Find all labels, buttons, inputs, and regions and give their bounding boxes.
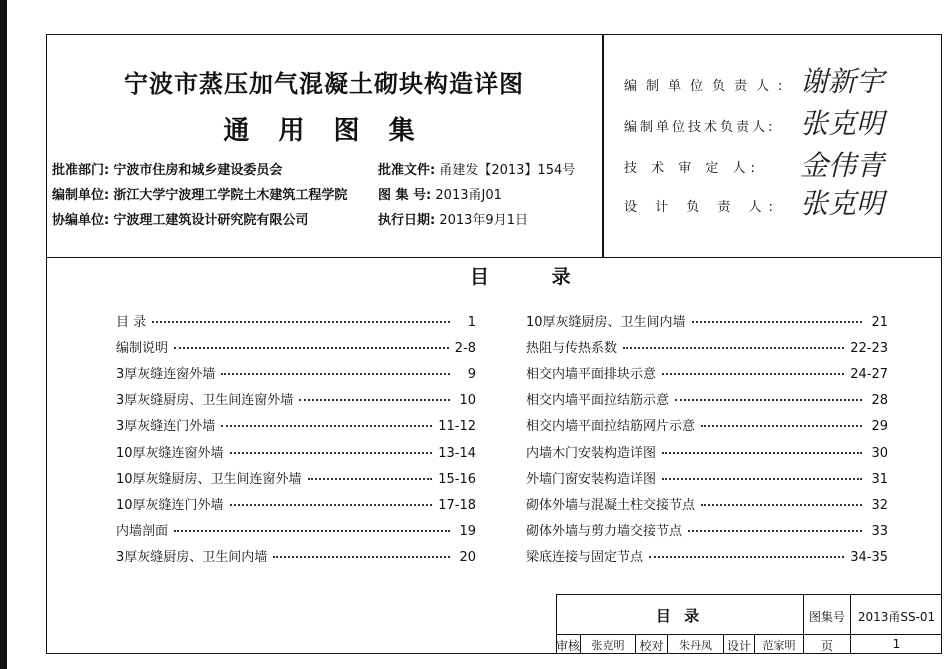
signature-design-head: 张克明 <box>800 187 885 220</box>
toc-title: 目 录 <box>470 266 599 288</box>
toc-entry-label: 10厚灰缝连门外墙 <box>116 497 224 513</box>
sig-label-design-head: 设 计 负 责 人: <box>624 200 780 215</box>
toc-entry-label: 10厚灰缝连窗外墙 <box>116 445 224 461</box>
toc-entry <box>526 311 888 329</box>
toc-entry-page: 30 <box>871 445 888 461</box>
toc-entry-leader <box>308 478 433 480</box>
toc-entry-leader <box>221 373 450 375</box>
toc-entry <box>526 363 888 381</box>
title-block-hline <box>556 634 942 635</box>
approval-doc: 批准文件: 甬建发【2013】154号 <box>378 163 576 178</box>
toc-entry-label: 内墙木门安装构造详图 <box>526 445 657 461</box>
toc-entry-page: 31 <box>871 471 888 487</box>
toc-entry-label: 相交内墙平面拉结筋网片示意 <box>526 419 696 435</box>
toc-entry-label: 相交内墙平面拉结筋示意 <box>526 393 670 409</box>
toc-entry <box>116 520 476 538</box>
toc-entry-page: 22-23 <box>850 341 888 357</box>
signature-tech-head: 张克明 <box>800 107 885 140</box>
toc-entry-leader <box>688 530 862 532</box>
signature-unit-head: 谢新宇 <box>800 65 885 98</box>
toc-entry-page: 9 <box>467 367 476 383</box>
binding-edge <box>0 0 7 669</box>
atlas-subtitle: 通 用 图 集 <box>223 116 425 146</box>
toc-entry-label: 目 录 <box>116 315 147 330</box>
effective-date: 执行日期: 2013年9月1日 <box>378 213 528 228</box>
toc-entry-page: 24-27 <box>850 367 888 383</box>
toc-entry <box>116 389 476 407</box>
toc-entry-page: 15-16 <box>438 471 476 487</box>
toc-entry-leader <box>662 373 844 375</box>
toc-entry <box>526 389 888 407</box>
approval-dept: 批准部门: 宁波市住房和城乡建设委员会 <box>52 163 283 178</box>
toc-entry-label: 外墙门窗安装构造详图 <box>526 471 657 487</box>
toc-entry-leader <box>701 504 862 506</box>
toc-entry-page: 33 <box>871 523 888 539</box>
compiler: 编制单位: 浙江大学宁波理工学院土木建筑工程学院 <box>52 188 348 203</box>
toc-entry-label: 10厚灰缝厨房、卫生间连窗外墙 <box>116 471 302 487</box>
toc-entry <box>526 546 888 564</box>
review-label: 审核 <box>556 639 581 653</box>
toc-entry <box>526 468 888 486</box>
toc-entry-leader <box>299 399 450 401</box>
toc-entry-page: 20 <box>459 549 476 565</box>
toc-entry <box>116 468 476 486</box>
toc-entry <box>526 494 888 512</box>
check-label: 校对 <box>639 639 664 653</box>
design-label: 设计 <box>726 639 751 653</box>
toc-entry <box>116 546 476 564</box>
toc-entry-label: 10厚灰缝厨房、卫生间内墙 <box>526 315 686 330</box>
toc-entry <box>116 415 476 433</box>
sig-label-tech-head: 编制单位技术负责人: <box>624 120 776 135</box>
page-label: 页 <box>820 639 833 653</box>
toc-entry <box>526 337 888 355</box>
toc-entry-leader <box>221 425 432 427</box>
atlas-number: 图 集 号: 2013甬J01 <box>378 188 502 203</box>
title-block-atlas-label: 图集号 <box>808 610 845 624</box>
toc-entry <box>526 442 888 460</box>
toc-entry-leader <box>623 347 844 349</box>
toc-entry <box>116 494 476 512</box>
toc-entry-label: 3厚灰缝厨房、卫生间内墙 <box>116 549 268 565</box>
co-compiler: 协编单位: 宁波理工建筑设计研究院有限公司 <box>52 213 309 228</box>
reviewer-name: 张克明 <box>591 639 625 652</box>
toc-entry-page: 32 <box>871 497 888 513</box>
toc-entry-label: 3厚灰缝连窗外墙 <box>116 367 216 383</box>
sig-label-tech-review: 技 术 审 定 人: <box>624 161 760 176</box>
toc-entry-label: 梁底连接与固定节点 <box>526 549 644 565</box>
toc-entry-label: 砌体外墙与剪力墙交接节点 <box>526 523 683 539</box>
page-number: 1 <box>892 637 901 651</box>
toc-entry-label: 相交内墙平面排块示意 <box>526 367 657 383</box>
toc-entry <box>116 337 476 355</box>
toc-entry-leader <box>649 556 844 558</box>
title-block-atlas-number: 2013甬SS-01 <box>857 610 936 624</box>
toc-entry-leader <box>692 321 862 323</box>
toc-entry-label: 3厚灰缝连门外墙 <box>116 419 216 435</box>
toc-entry-label: 内墙剖面 <box>116 523 169 539</box>
toc-entry-leader <box>174 530 450 532</box>
signature-tech-review: 金伟青 <box>800 149 885 182</box>
toc-entry-label: 砌体外墙与混凝土柱交接节点 <box>526 497 696 513</box>
toc-entry-label: 3厚灰缝厨房、卫生间连窗外墙 <box>116 393 294 409</box>
checker-name: 朱丹凤 <box>679 639 712 652</box>
toc-entry-leader <box>662 478 862 480</box>
toc-entry-leader <box>152 321 450 323</box>
toc-entry <box>116 363 476 381</box>
toc-entry-page: 34-35 <box>850 549 888 565</box>
toc-entry <box>116 311 476 329</box>
toc-entry-leader <box>701 425 862 427</box>
toc-entry-page: 10 <box>459 393 476 409</box>
title-block-name: 目 录 <box>655 607 704 625</box>
toc-entry-leader <box>273 556 450 558</box>
toc-entry-page: 21 <box>871 315 888 330</box>
toc-entry-page: 13-14 <box>438 445 476 461</box>
toc-entry-page: 17-18 <box>438 497 476 513</box>
toc-entry-label: 热阻与传热系数 <box>526 341 618 357</box>
toc-entry-page: 2-8 <box>454 341 476 357</box>
toc-entry-page: 28 <box>871 393 888 409</box>
toc-entry <box>526 415 888 433</box>
atlas-title: 宁波市蒸压加气混凝土砌块构造详图 <box>124 70 524 98</box>
toc-entry-leader <box>230 504 433 506</box>
header-divider <box>602 34 604 258</box>
toc-entry-leader <box>230 452 433 454</box>
toc-entry-page: 1 <box>467 315 476 330</box>
toc-entry-leader <box>675 399 862 401</box>
toc-entry-leader <box>174 347 449 349</box>
toc-entry-page: 19 <box>459 523 476 539</box>
toc-entry-leader <box>662 452 862 454</box>
toc-entry-page: 11-12 <box>438 419 476 435</box>
designer-name: 范家明 <box>762 639 796 652</box>
toc-entry <box>526 520 888 538</box>
toc-entry-page: 29 <box>871 419 888 435</box>
toc-entry <box>116 442 476 460</box>
sig-label-unit-head: 编制单位负责人: <box>624 79 792 94</box>
toc-entry-label: 编制说明 <box>116 341 169 357</box>
